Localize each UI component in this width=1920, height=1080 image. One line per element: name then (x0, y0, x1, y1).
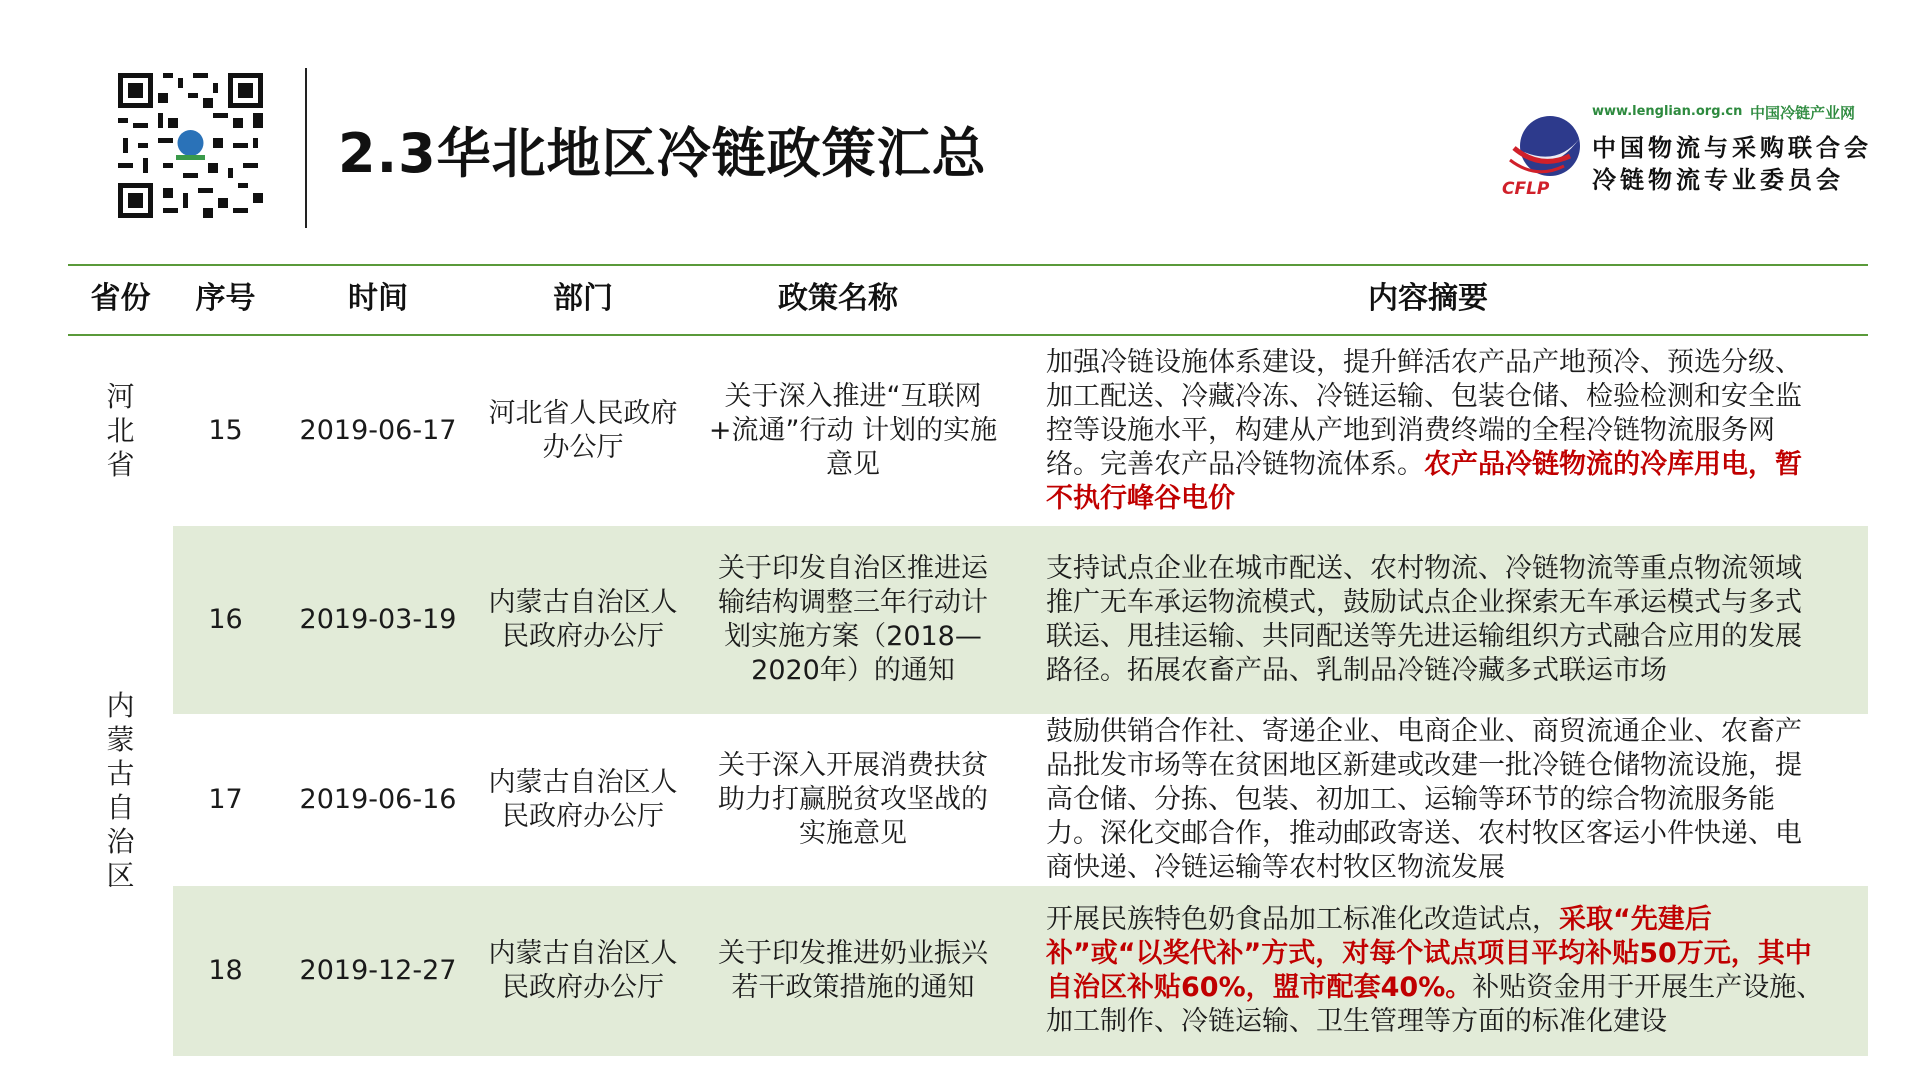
row-index: 18 (208, 955, 243, 986)
table-row (68, 526, 1868, 714)
summary-highlight: 农产品冷链物流的冷库用电，暂不执行峰谷电价 (1046, 449, 1802, 514)
table-row (68, 886, 1868, 1056)
col-header-policy: 政策名称 (778, 281, 898, 316)
logo-url: www.lenglian.org.cn (1592, 104, 1743, 119)
row-date: 2019-03-19 (299, 604, 457, 635)
row-policy-text: 关于深入推进“互联网+流通”行动 计划的实施意见 (708, 381, 998, 480)
province-label: 河北省 (106, 380, 135, 481)
row-dept-text: 河北省人民政府办公厅 (488, 398, 678, 463)
row-summary (1046, 714, 1826, 886)
qr-code-graphic (113, 68, 268, 223)
row-policy (708, 714, 998, 886)
row-dept-text: 内蒙古自治区人民政府办公厅 (488, 587, 678, 652)
row-dept (488, 526, 678, 714)
cflp-logo (1500, 100, 1880, 200)
col-header-dept: 部门 (553, 281, 613, 316)
row-date: 2019-06-16 (299, 784, 457, 815)
row-dept (488, 714, 678, 886)
qr-code (113, 68, 268, 223)
row-summary (1046, 336, 1826, 526)
summary-text: 加强冷链设施体系建设，提升鲜活农产品产地预冷、预选分级、加工配送、冷藏冷冻、冷链运输、包装仓储、检验检测和安全监控等设施水平，构建从产地到消费终端的全程冷链物流服务网络。完善农产品冷链物流体系。 (1046, 347, 1802, 480)
row-index: 17 (208, 784, 243, 815)
row-policy-text: 关于印发自治区推进运输结构调整三年行动计划实施方案（2018—2020年）的通知 (718, 553, 988, 686)
row-date: 2019-12-27 (299, 955, 457, 986)
row-summary (1046, 886, 1826, 1056)
row-index: 15 (208, 415, 243, 446)
row-index: 16 (208, 604, 243, 635)
col-header-index: 序号 (195, 281, 256, 316)
logo-org-line1: 中国物流与采购联合会 (1592, 134, 1872, 162)
logo-abbr: CFLP (1502, 179, 1550, 198)
col-header-summary: 内容摘要 (1368, 281, 1488, 316)
col-header-date: 时间 (348, 281, 408, 316)
table-row (68, 336, 1868, 526)
summary-text: 开展民族特色奶食品加工标准化改造试点， (1046, 904, 1559, 935)
row-dept (488, 336, 678, 526)
col-header-province: 省份 (90, 281, 151, 316)
row-policy (708, 336, 998, 526)
table-row (68, 714, 1868, 886)
globe-logo-icon (1500, 108, 1590, 198)
row-dept-text: 内蒙古自治区人民政府办公厅 (488, 767, 678, 832)
row-policy (708, 526, 998, 714)
row-dept (488, 886, 678, 1056)
row-policy (708, 886, 998, 1056)
row-date: 2019-06-17 (299, 415, 457, 446)
summary-tail: 补贴资金用于开展生产设施、加工制作、冷链运输、卫生管理等方面的标准化建设 (1046, 972, 1824, 1037)
logo-site-name: 中国冷链产业网 (1750, 104, 1856, 122)
row-policy-text: 关于深入开展消费扶贫助力打赢脱贫攻坚战的实施意见 (718, 750, 988, 849)
row-dept-text: 内蒙古自治区人民政府办公厅 (488, 938, 678, 1003)
title-divider (305, 68, 307, 228)
page-title: 2.3华北地区冷链政策汇总 (338, 122, 987, 185)
summary-text: 支持试点企业在城市配送、农村物流、冷链物流等重点物流领域推广无车承运物流模式，鼓励试点企业探索无车承运模式与多式联运、甩挂运输、共同配送等先进运输组织方式融合应用的发展路径。拓展农畜产品、乳制品冷链冷藏多式联运市场 (1046, 553, 1802, 686)
province-label: 内蒙古自治区 (106, 689, 135, 892)
logo-org-line2: 冷链物流专业委员会 (1592, 166, 1844, 194)
row-summary (1046, 526, 1826, 714)
summary-highlight: 采取“先建后补”或“以奖代补”方式，对每个试点项目平均补贴50万元，其中自治区补贴60%，盟市配套40%。 (1046, 904, 1812, 1003)
row-policy-text: 关于印发推进奶业振兴若干政策措施的通知 (718, 938, 988, 1003)
summary-text: 鼓励供销合作社、寄递企业、电商企业、商贸流通企业、农畜产品批发市场等在贫困地区新建或改建一批冷链仓储物流设施，提高仓储、分拣、包装、初加工、运输等环节的综合物流服务能力。深化交邮合作，推动邮政寄送、农村牧区客运小件快递、电商快递、冷链运输等农村牧区物流发展 (1046, 716, 1802, 883)
